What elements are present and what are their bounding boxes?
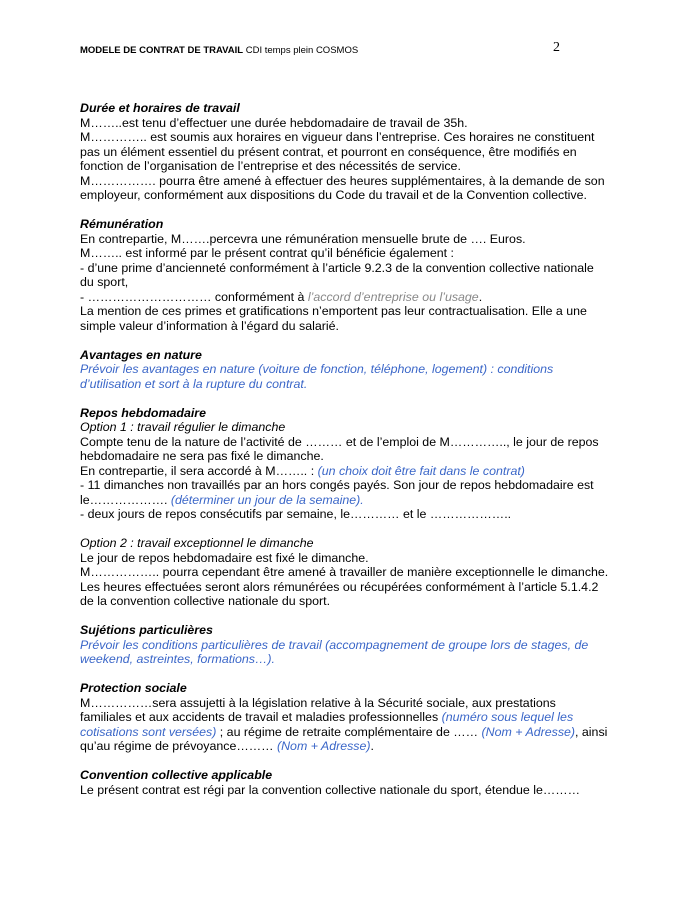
text-run: , ainsi qu’au régime de prévoyance……… <box>80 724 608 753</box>
instruction-note: Prévoir les avantages en nature (voiture de fonction, téléphone, logement) : conditions d’utilisation et sort à la rupture du contrat. <box>80 362 554 391</box>
section-remuneration <box>80 217 610 333</box>
instruction-note: (Nom + Adresse) <box>276 739 371 753</box>
page-header <box>80 40 560 56</box>
section-avantages <box>80 348 610 392</box>
text-run: M……………sera assujetti à la législation relative à la Sécurité sociale, aux prestations familiales et aux accidents de travail et maladies professionnelles <box>80 695 556 724</box>
instruction-note: Prévoir les conditions particulières de travail (accompagnement de groupe lors de stages, de weekend, astreintes, formations…). <box>80 637 589 666</box>
section-heading: Sujétions particulières <box>80 623 213 637</box>
paragraph: La mention de ces primes et gratifications n’emportent pas leur contractualisation. Elle a une simple valeur d’information à l’égard du salarié. <box>80 304 587 333</box>
instruction-note: (un choix doit être fait dans le contrat) <box>317 463 525 478</box>
page-number: 2 <box>553 40 560 55</box>
section-duree <box>80 101 610 203</box>
section-repos <box>80 406 610 609</box>
document-body <box>80 101 610 797</box>
option-title: Option 2 : travail exceptionnel le dimanche <box>80 536 314 550</box>
section-heading: Rémunération <box>80 217 164 231</box>
header-title-bold: MODELE DE CONTRAT DE TRAVAIL <box>80 45 244 56</box>
paragraph: - deux jours de repos consécutifs par semaine, le………… et le ……………….. <box>80 507 512 521</box>
paragraph: M…………….. pourra cependant être amené à travailler de manière exceptionnelle le dimanche. Les heures effectuées seront alors rémunérées ou récupérées conformément à l’article 5.1.4.2 de la convention collective nationale du sport. <box>80 565 609 608</box>
section-heading: Protection sociale <box>80 681 187 695</box>
text-run: - ………………………… conformément à <box>80 289 308 304</box>
section-heading: Avantages en nature <box>80 347 202 362</box>
option-title: Option 1 : travail régulier le dimanche <box>80 420 286 434</box>
text-run: ; au régime de retraite complémentaire de …… <box>216 724 482 739</box>
text-run: . <box>370 739 374 753</box>
section-heading: Convention collective applicable <box>80 768 273 782</box>
paragraph <box>80 464 610 479</box>
greyed-note: l’accord d’entreprise ou l’usage <box>307 289 479 304</box>
paragraph <box>80 290 610 305</box>
instruction-note: (Nom + Adresse) <box>481 724 576 739</box>
paragraph: M……………. pourra être amené à effectuer des heures supplémentaires, à la demande de son employeur, conformément aux dispositions du Code du travail et de la Convention collective. <box>80 173 605 202</box>
paragraph <box>80 478 610 507</box>
instruction-note: (déterminer un jour de la semaine). <box>170 492 364 507</box>
section-heading: Durée et horaires de travail <box>80 101 240 115</box>
text-run: . <box>478 289 483 304</box>
section-heading: Repos hebdomadaire <box>80 405 206 420</box>
paragraph: Le présent contrat est régi par la convention collective nationale du sport, étendue le……… <box>80 782 581 797</box>
header-title-rest: CDI temps plein COSMOS <box>243 45 359 56</box>
section-convention <box>80 768 610 797</box>
paragraph: Le jour de repos hebdomadaire est fixé le dimanche. <box>80 550 369 565</box>
paragraph: M……..est tenu d’effectuer une durée hebdomadaire de travail de 35h. <box>80 115 468 130</box>
instruction-note: (numéro sous lequel les cotisations sont versées) <box>80 710 574 739</box>
text-run: - 11 dimanches non travaillés par an hors congés payés. Son jour de repos hebdomadaire est le………………. <box>80 478 594 507</box>
paragraph: Compte tenu de la nature de l’activité de ……… et de l’emploi de M………….., le jour de repos hebdomadaire ne sera pas fixé le dimanche. <box>80 434 599 463</box>
paragraph: En contrepartie, M…….percevra une rémunération mensuelle brute de …. Euros. <box>80 231 526 246</box>
text-run: En contrepartie, il sera accordé à M…….. : <box>80 463 318 478</box>
paragraph: M…….. est informé par le présent contrat qu’il bénéficie également : <box>80 246 454 260</box>
paragraph: - d’une prime d’ancienneté conformément à l’article 9.2.3 de la convention collective nationale du sport, <box>80 260 594 289</box>
section-sujetions <box>80 623 610 667</box>
paragraph <box>80 696 610 754</box>
section-protection <box>80 681 610 754</box>
paragraph: M………….. est soumis aux horaires en vigueur dans l’entreprise. Ces horaires ne constituent pas un élément essentiel du présent contrat, et pourront en conséquence, être modifiés en fonction de l’organisation de l’entreprise et des nécessités de service. <box>80 130 595 173</box>
spacer <box>80 522 610 537</box>
